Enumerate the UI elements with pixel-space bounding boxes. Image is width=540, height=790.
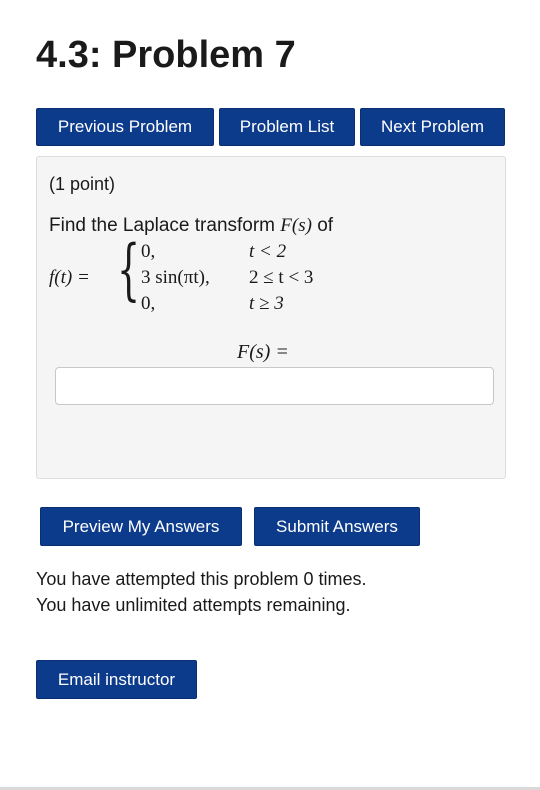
case-condition: t < 2 — [249, 241, 287, 262]
next-problem-button[interactable]: Next Problem — [360, 108, 505, 146]
point-value: (1 point) — [49, 174, 116, 194]
answer-label — [237, 341, 289, 364]
attempts-status — [36, 566, 367, 618]
case-condition: t ≥ 3 — [249, 293, 284, 314]
case-value: 0, — [141, 293, 156, 314]
piecewise-lhs — [49, 267, 90, 289]
problem-panel — [36, 156, 506, 479]
case-value: 0, — [141, 241, 156, 262]
left-brace-icon: { — [117, 231, 141, 308]
prompt-function: F(s) — [280, 215, 312, 236]
case-condition: 2 ≤ t < 3 — [249, 267, 314, 288]
problem-list-button[interactable]: Problem List — [219, 108, 355, 146]
attempts-count-text: You have attempted this problem 0 times. — [36, 569, 367, 589]
page-title: 4.3: Problem 7 — [36, 34, 296, 76]
submit-answers-button[interactable]: Submit Answers — [254, 507, 420, 546]
piecewise-lhs-text: f(t) = — [49, 267, 90, 288]
answer-label-text: F(s) = — [237, 341, 289, 363]
case-value: 3 sin(πt), — [141, 267, 210, 288]
prompt-text: Find the Laplace transform — [49, 215, 276, 236]
email-instructor-button[interactable]: Email instructor — [36, 660, 197, 699]
prompt-of: of — [317, 215, 334, 236]
problem-prompt — [49, 215, 333, 237]
piecewise-function — [49, 231, 369, 321]
preview-answers-button[interactable]: Preview My Answers — [40, 507, 242, 546]
answer-input[interactable] — [55, 367, 494, 405]
previous-problem-button[interactable]: Previous Problem — [36, 108, 214, 146]
attempts-remaining-text: You have unlimited attempts remaining. — [36, 595, 351, 615]
